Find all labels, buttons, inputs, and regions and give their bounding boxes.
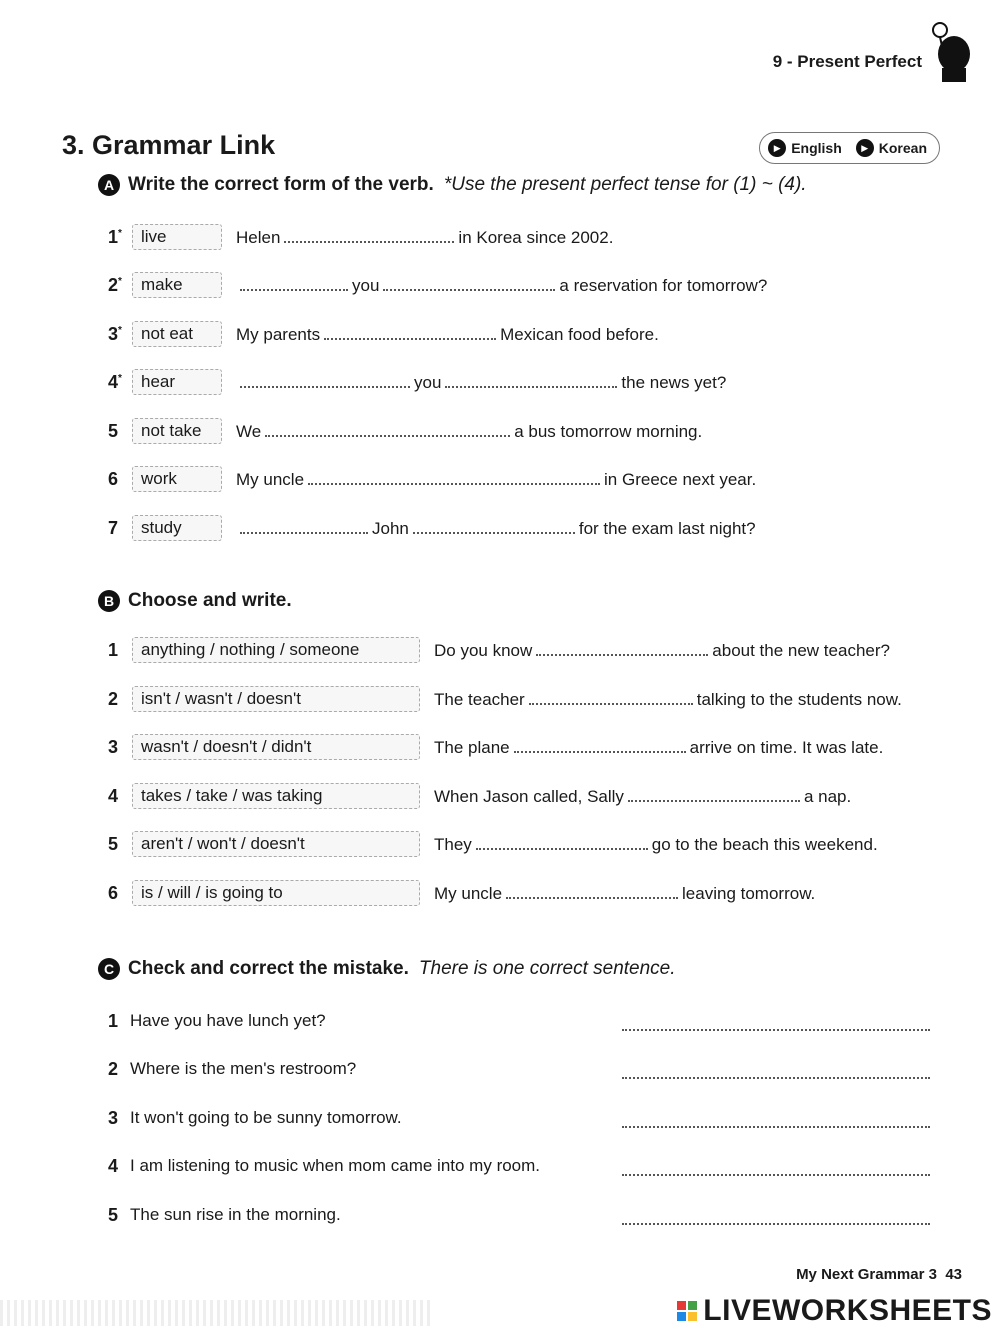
exercise-item xyxy=(108,1103,402,1133)
exercise-a-heading xyxy=(98,174,807,196)
item-number xyxy=(108,372,130,393)
exercise-item xyxy=(108,513,756,543)
sentence xyxy=(434,689,902,710)
answer-blank[interactable] xyxy=(308,469,600,485)
exercise-item xyxy=(108,222,613,252)
sentence-text: The sun rise in the morning. xyxy=(130,1205,341,1224)
item-number xyxy=(108,275,130,296)
item-number-value: 1 xyxy=(108,639,119,660)
star-mark: * xyxy=(118,275,122,287)
sentence xyxy=(236,227,613,248)
sentence xyxy=(236,421,702,442)
english-label: English xyxy=(791,140,842,156)
logo-square xyxy=(688,1312,697,1321)
answer-blank[interactable] xyxy=(265,421,510,437)
correction-line[interactable] xyxy=(622,1076,930,1079)
correction-line[interactable] xyxy=(622,1173,930,1176)
star-mark: * xyxy=(118,372,122,384)
book-title: My Next Grammar 3 xyxy=(796,1266,937,1283)
item-number xyxy=(108,518,130,539)
answer-blank[interactable] xyxy=(529,689,693,705)
sentence-text: in Korea since 2002. xyxy=(458,227,614,247)
verb-hint: hear xyxy=(132,369,222,395)
sentence xyxy=(236,324,659,345)
exercise-item xyxy=(108,781,851,811)
sentence-text: you xyxy=(414,372,442,392)
answer-blank[interactable] xyxy=(240,518,368,534)
item-number: 1 xyxy=(108,1010,119,1031)
answer-blank[interactable] xyxy=(628,786,800,802)
exercise-item xyxy=(108,1200,341,1230)
sentence xyxy=(434,640,890,661)
exercise-item xyxy=(108,829,878,859)
sentence xyxy=(236,372,726,393)
sentence-text: talking to the students now. xyxy=(696,689,902,709)
sentence xyxy=(434,737,883,758)
item-number-value: 4 xyxy=(108,785,119,806)
answer-blank[interactable] xyxy=(506,883,678,899)
item-number-value: 2 xyxy=(108,274,119,295)
sentence-text: go to the beach this weekend. xyxy=(651,834,878,854)
item-number-value: 3 xyxy=(108,323,119,344)
sentence xyxy=(434,883,815,904)
verb-hint: takes / take / was taking xyxy=(132,783,420,809)
item-number-value: 7 xyxy=(108,517,119,538)
answer-blank[interactable] xyxy=(514,737,686,753)
exercise-item xyxy=(108,1054,356,1084)
sentence-text: I am listening to music when mom came into my room. xyxy=(130,1156,541,1175)
exercise-c-heading xyxy=(98,958,676,980)
item-number-value: 5 xyxy=(108,833,119,854)
correction-line[interactable] xyxy=(622,1028,930,1031)
logo-square xyxy=(677,1301,686,1310)
sentence-text: Mexican food before. xyxy=(500,324,659,344)
answer-blank[interactable] xyxy=(240,372,410,388)
item-number xyxy=(108,324,130,345)
exercise-item xyxy=(108,635,890,665)
exercise-item xyxy=(108,416,702,446)
scan-noise xyxy=(0,1300,430,1326)
answer-blank[interactable] xyxy=(476,834,648,850)
sentence-text: a bus tomorrow morning. xyxy=(514,421,703,441)
chapter-title: 9 - Present Perfect xyxy=(772,52,922,71)
verb-hint: isn't / wasn't / doesn't xyxy=(132,686,420,712)
sentence-text: you xyxy=(352,275,380,295)
exercise-a-instruction: Write the correct form of the verb. xyxy=(128,174,434,195)
verb-hint: wasn't / doesn't / didn't xyxy=(132,734,420,760)
exercise-item xyxy=(108,684,902,714)
exercise-c-badge: C xyxy=(98,958,120,980)
answer-blank[interactable] xyxy=(536,640,708,656)
sentence-text: We xyxy=(236,421,262,441)
korean-audio-button[interactable] xyxy=(856,139,927,157)
sentence-text: When Jason called, Sally xyxy=(434,786,624,806)
verb-hint: anything / nothing / someone xyxy=(132,637,420,663)
item-number: 4 xyxy=(108,1155,119,1176)
sentence-text: the news yet? xyxy=(621,372,727,392)
answer-blank[interactable] xyxy=(240,275,348,291)
exercise-item xyxy=(108,464,756,494)
exercise-item xyxy=(108,732,883,762)
verb-hint: study xyxy=(132,515,222,541)
exercise-c-note: There is one correct sentence. xyxy=(418,958,676,979)
sentence-text: a reservation for tomorrow? xyxy=(559,275,768,295)
sentence xyxy=(236,469,756,490)
exercise-item xyxy=(108,270,767,300)
item-number xyxy=(108,883,130,904)
sentence-text: John xyxy=(372,518,409,538)
verb-hint: make xyxy=(132,272,222,298)
verb-hint: not take xyxy=(132,418,222,444)
exercise-item xyxy=(108,1006,326,1036)
answer-blank[interactable] xyxy=(324,324,496,340)
item-number-value: 6 xyxy=(108,468,119,489)
item-number: 3 xyxy=(108,1107,119,1128)
exercise-b-instruction: Choose and write. xyxy=(128,590,292,611)
exercise-b-badge: B xyxy=(98,590,120,612)
play-icon: ▶ xyxy=(856,139,874,157)
verb-hint: not eat xyxy=(132,321,222,347)
sentence-text: Have you have lunch yet? xyxy=(130,1011,326,1030)
exercise-a-note: *Use the present perfect tense for (1) ~ (4). xyxy=(443,174,807,195)
verb-hint: work xyxy=(132,466,222,492)
sentence-text: It won't going to be sunny tomorrow. xyxy=(130,1108,402,1127)
answer-blank[interactable] xyxy=(383,275,555,291)
exercise-item xyxy=(108,1151,540,1181)
sentence xyxy=(434,786,851,807)
item-number-value: 2 xyxy=(108,688,119,709)
exercise-c-instruction: Check and correct the mistake. xyxy=(128,958,409,979)
item-number xyxy=(108,786,130,807)
play-icon: ▶ xyxy=(768,139,786,157)
sentence-text: My parents xyxy=(236,324,321,344)
answer-blank[interactable] xyxy=(445,372,617,388)
star-mark: * xyxy=(118,324,122,336)
correction-line[interactable] xyxy=(622,1222,930,1225)
item-number xyxy=(108,227,130,248)
verb-hint: aren't / won't / doesn't xyxy=(132,831,420,857)
mascot-icon xyxy=(926,20,974,86)
exercise-b-heading xyxy=(98,590,292,612)
sentence xyxy=(434,834,878,855)
correction-line[interactable] xyxy=(622,1125,930,1128)
answer-blank[interactable] xyxy=(413,518,575,534)
liveworksheets-icon xyxy=(677,1301,697,1321)
item-number xyxy=(108,737,130,758)
sentence xyxy=(236,275,767,296)
item-number: 5 xyxy=(108,1204,119,1225)
watermark-text: LIVEWORKSHEETS xyxy=(703,1294,992,1327)
answer-blank[interactable] xyxy=(284,227,454,243)
sentence-text: Helen xyxy=(236,227,281,247)
item-number xyxy=(108,689,130,710)
item-number: 2 xyxy=(108,1058,119,1079)
sentence-text: for the exam last night? xyxy=(578,518,756,538)
sentence-text: The teacher xyxy=(434,689,525,709)
verb-hint: live xyxy=(132,224,222,250)
item-number xyxy=(108,421,130,442)
star-mark: * xyxy=(118,227,122,239)
item-number xyxy=(108,834,130,855)
exercise-a-badge: A xyxy=(98,174,120,196)
sentence-text: about the new teacher? xyxy=(712,640,890,660)
exercise-item xyxy=(108,319,659,349)
item-number-value: 1 xyxy=(108,226,119,247)
logo-square xyxy=(677,1312,686,1321)
item-number-value: 4 xyxy=(108,371,119,392)
sentence xyxy=(236,518,756,539)
sentence-text: Do you know xyxy=(434,640,533,660)
exercise-item xyxy=(108,878,815,908)
item-number-value: 5 xyxy=(108,420,119,441)
liveworksheets-logo xyxy=(677,1294,992,1328)
section-title: 3. Grammar Link xyxy=(62,130,276,160)
exercise-item xyxy=(108,367,726,397)
sentence-text: in Greece next year. xyxy=(604,469,757,489)
sentence-text: The plane xyxy=(434,737,510,757)
verb-hint: is / will / is going to xyxy=(132,880,420,906)
sentence-text: a nap. xyxy=(803,786,852,806)
sentence-text: arrive on time. It was late. xyxy=(689,737,884,757)
page-number: 43 xyxy=(945,1266,962,1283)
item-number xyxy=(108,469,130,490)
sentence-text: leaving tomorrow. xyxy=(682,883,816,903)
item-number-value: 3 xyxy=(108,736,119,757)
sentence-text: My uncle xyxy=(236,469,305,489)
footer-book-info xyxy=(796,1266,962,1283)
korean-label: Korean xyxy=(878,140,927,156)
item-number xyxy=(108,640,130,661)
item-number-value: 6 xyxy=(108,882,119,903)
english-audio-button[interactable] xyxy=(768,139,842,157)
sentence-text: Where is the men's restroom? xyxy=(130,1059,357,1078)
language-toggle[interactable] xyxy=(759,132,940,164)
logo-square xyxy=(688,1301,697,1310)
sentence-text: My uncle xyxy=(434,883,503,903)
sentence-text: They xyxy=(434,834,472,854)
